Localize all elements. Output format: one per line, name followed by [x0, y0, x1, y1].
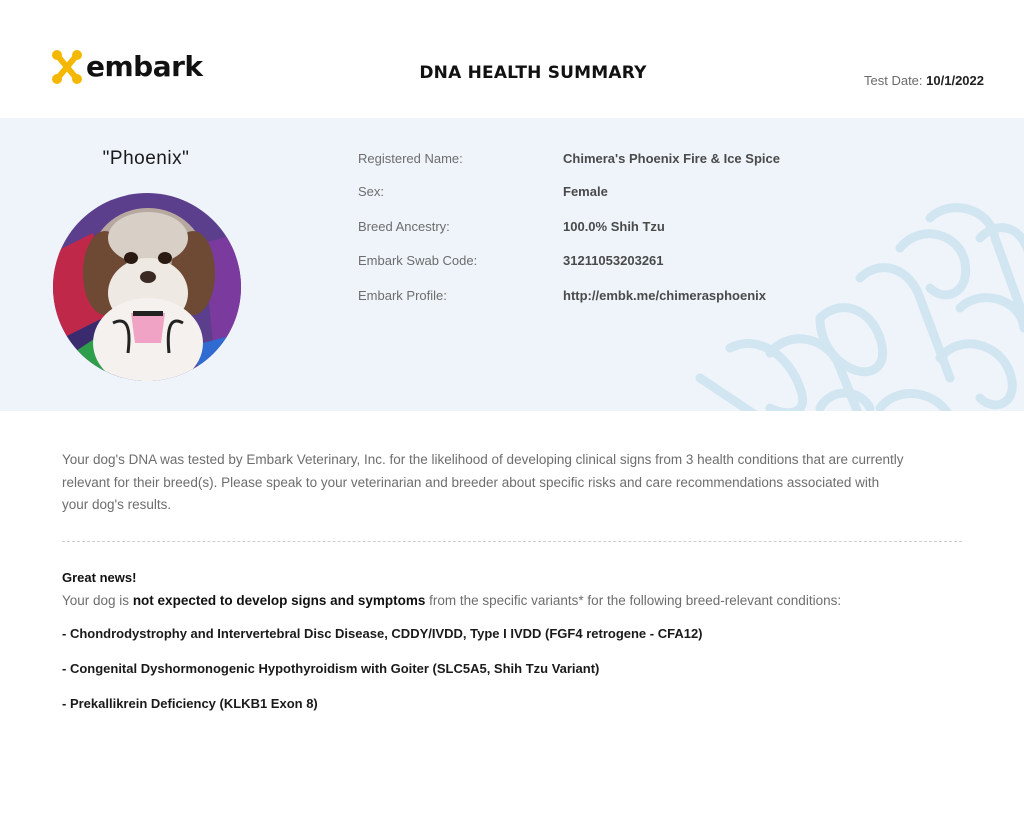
test-date — [864, 73, 984, 88]
dog-photo — [53, 193, 241, 381]
expectation-prefix: Your dog is — [62, 593, 133, 608]
logo-wordmark: embark — [86, 50, 203, 83]
breed-ancestry-label: Breed Ancestry: — [358, 219, 450, 234]
expectation-emphasis: not expected to develop signs and symptoms — [132, 593, 426, 608]
intro-line: relevant for their breed(s). Please speak to your veterinarian and breeder about specific risks and care recommendations associated with — [62, 474, 880, 490]
expectation-suffix: from the specific variants* for the following breed-relevant conditions: — [425, 593, 842, 608]
embark-profile-label: Embark Profile: — [358, 288, 447, 303]
test-date-value: 10/1/2022 — [926, 73, 984, 88]
condition-item: - Chondrodystrophy and Intervertebral Disc Disease, CDDY/IVDD, Type I IVDD (FGF4 retrogene - CFA12) — [62, 626, 703, 641]
test-date-label: Test Date: — [864, 73, 923, 88]
swab-code-label: Embark Swab Code: — [358, 253, 478, 268]
breed-ancestry-value: 100.0% Shih Tzu — [563, 219, 665, 234]
section-divider — [62, 541, 962, 542]
report-header — [0, 0, 1024, 118]
condition-item: - Congenital Dyshormonogenic Hypothyroidism with Goiter (SLC5A5, Shih Tzu Variant) — [62, 661, 600, 676]
intro-paragraph — [62, 449, 972, 517]
dog-name: "Phoenix" — [102, 148, 190, 169]
registered-name-label: Registered Name: — [358, 151, 463, 166]
embark-profile-link[interactable]: http://embk.me/chimerasphoenix — [563, 288, 766, 303]
sex-value: Female — [563, 184, 608, 199]
intro-line: Your dog's DNA was tested by Embark Veterinary, Inc. for the likelihood of developing clinical signs from 3 health conditions that are currently — [62, 452, 904, 467]
expectation-text — [62, 593, 841, 608]
swab-code-value: 31211053203261 — [563, 253, 664, 268]
condition-item: - Prekallikrein Deficiency (KLKB1 Exon 8) — [62, 696, 318, 711]
sex-label: Sex: — [358, 184, 385, 199]
page-title: DNA HEALTH SUMMARY — [419, 63, 647, 83]
registered-name-value: Chimera's Phoenix Fire & Ice Spice — [563, 151, 780, 166]
intro-line: your dog's results. — [62, 497, 172, 512]
great-news-heading: Great news! — [62, 570, 137, 585]
dog-photo-illustration — [53, 193, 241, 381]
